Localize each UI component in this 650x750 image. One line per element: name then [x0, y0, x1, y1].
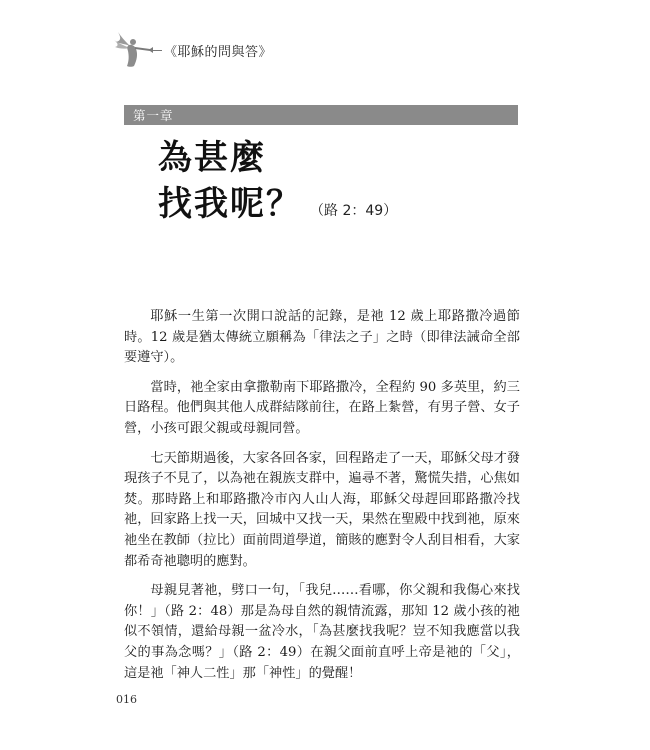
chapter-title-line-1: 為甚麼: [158, 138, 266, 178]
page-number: 016: [116, 693, 137, 706]
running-header: [112, 30, 272, 70]
angel-trumpet-icon: [112, 30, 154, 70]
chapter-title-row-2: [158, 176, 397, 225]
book-title: 《耶穌的問與答》: [164, 44, 273, 60]
paragraph: 耶穌一生第一次開口說話的記錄，是祂 12 歲上耶路撒冷過節時。12 歲是猶太傳統立願稱為「律法之子」之時（即律法誡命全部要遵守）。: [124, 309, 520, 366]
chapter-title-line-2: 找我呢？: [158, 184, 302, 224]
scripture-reference: （路 2：49）: [310, 203, 398, 219]
paragraph: 當時，祂全家由拿撒勒南下耶路撒冷，全程約 90 多英里，約三日路程。他們與其他人成群結隊前往，在路上紮營，有男子營、女子營，小孩可跟父親或母親同營。: [124, 379, 520, 436]
chapter-bar: [124, 105, 518, 125]
paragraph: 七天節期過後，大家各回各家，回程路走了一天，耶穌父母才發現孩子不見了，以為祂在親族支群中，遍尋不著，驚慌失措，心焦如焚。那時路上和耶路撒冷市內人山人海，耶穌父母趕回耶路撒冷找祂，回家路上找一天，回城中又找一天，果然在聖殿中找到祂，原來祂坐在教師（拉比）面前問道學道，簡賅的應對令人刮目相看，大家都希奇祂聰明的應對。: [124, 450, 520, 569]
body-text: [124, 307, 520, 693]
header-rule: [152, 50, 162, 51]
paragraph: 母親見著祂，劈口一句，「我兒……看哪，你父親和我傷心來找你！」（路 2：48）那是為母自然的親情流露，那知 12 歲小孩的祂似不領情，還給母親一盆冷水，「為甚麼找我呢？豈不知我應當以我父的事為念嗎？」（路 2：49）在親父面前直呼上帝是祂的「父」，這是祂「神人二性」那「神性」的覺醒！: [124, 583, 520, 681]
chapter-label: 第一章: [133, 108, 174, 123]
